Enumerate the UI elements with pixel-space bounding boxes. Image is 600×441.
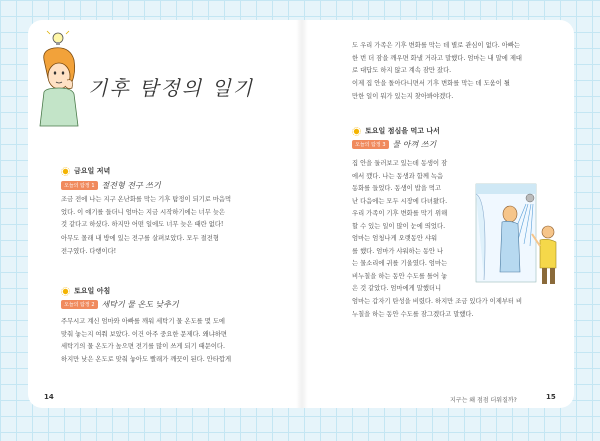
page-number-right: 15	[546, 393, 556, 401]
entry-3-task-text: 물 아껴 쓰기	[392, 140, 437, 149]
text-line: 맞춰 놓는지 여쭤 보았다. 이건 아주 중요한 문제다. 왜냐하면	[61, 330, 228, 338]
text-line: 난 다음에는 모두 시장에 다녀왔다.	[352, 197, 448, 205]
shower-illustration	[474, 180, 560, 290]
entry-1-task	[61, 180, 161, 191]
text-line: 로 대답도 하지 않고 계속 잠만 잤다.	[352, 67, 452, 74]
text-line: 를 했다. 엄마가 샤워하는 동안 나	[352, 247, 444, 255]
right-paragraph-2	[352, 78, 562, 103]
entry-2-task-text: 세탁기 물 온도 낮추기	[101, 300, 179, 309]
text-line: 만한 일이 뭐가 있는지 찾아봐야겠다.	[352, 92, 454, 100]
text-line: 한 번 더 잠을 깨우면 화낼 거라고 말했다. 엄마는 내 말에 제대	[352, 54, 523, 62]
entry-2-time: 토요일 아침	[74, 287, 111, 295]
text-line: 전구였다. 다행이다!	[61, 247, 117, 255]
text-line: 동화를 들었다. 동생이 밥을 먹고	[352, 185, 442, 192]
entry-1-task-text: 절전형 전구 쓰기	[101, 181, 161, 190]
text-line: 누칠을 하는 동안 수도를 잠그겠다고 말했다.	[352, 310, 474, 318]
sun-icon	[352, 127, 361, 136]
page-number-left: 14	[44, 393, 54, 401]
text-line: 에서 깼다. 나는 동생과 함께 녹음	[352, 172, 444, 180]
text-line: 비누칠을 하는 동안 수도를 틀어 놓	[352, 272, 448, 280]
entry-1-time: 금요일 저녁	[74, 167, 111, 175]
text-line: 조금 전에 나는 지구 온난화를 막는 기후 탐정이 되기로 마음먹	[61, 196, 232, 203]
text-line: 우리 가족이 기후 변화를 막기 위해	[352, 210, 448, 217]
entry-3-tag: 오늘의 탐정 3	[352, 140, 389, 149]
sun-icon	[61, 167, 70, 176]
text-line: 었다. 이 얘기를 들더니 엄마는 지금 시작하기에는 너무 늦은	[61, 208, 226, 216]
entry-3-task	[352, 139, 436, 150]
entry-3-header	[352, 126, 440, 136]
entry-2-header	[61, 286, 110, 296]
shower-head-icon	[526, 194, 534, 202]
running-footer: 지구는 왜 점점 더워질까?	[450, 397, 517, 404]
entry-2-paragraph-1	[61, 316, 281, 366]
text-line: 집 안을 둘러보고 있는데 동생이 잠	[352, 160, 448, 167]
text-line: 은 것 같았다. 엄마에게 말했더니	[352, 285, 442, 292]
entry-2-tag: 오늘의 탐정 2	[61, 300, 98, 309]
right-paragraph-1	[352, 40, 562, 78]
sun-icon	[61, 287, 70, 296]
text-line: 도 우리 가족은 기후 변화를 막는 데 별로 관심이 없다. 아빠는	[352, 42, 521, 49]
book-gutter	[296, 20, 308, 408]
text-line: 세탁기의 물 온도가 높으면 전기를 많이 쓰게 되기 때문이다.	[61, 343, 226, 350]
text-line: 것 같다고 하셨다. 하지만 어떤 일에도 너무 늦은 때란 없다!	[61, 221, 224, 228]
page-title: 기후 탐정의 일기	[88, 76, 254, 100]
text-line: 주무시고 계신 엄마와 아빠를 깨워 세탁기 물 온도를 몇 도에	[61, 318, 226, 325]
entry-1-header	[61, 166, 110, 176]
entry-1-tag: 오늘의 탐정 1	[61, 181, 98, 190]
text-line: 이제 집 안을 돌아다니면서 기후 변화를 막는 데 도움이 될	[352, 80, 510, 87]
text-line: 할 수 있는 일이 많이 눈에 띄었다.	[352, 222, 446, 230]
lightbulb-icon	[53, 33, 63, 43]
entry-1-paragraph-2	[61, 233, 281, 258]
detective-girl-illustration	[32, 30, 92, 130]
entry-2-task	[61, 299, 179, 310]
entry-3-narrow-text	[352, 158, 472, 296]
text-line: 엄마는 갑자기 탄성을 비렸다. 하지만 조금 있다가 이제부터 비	[352, 298, 523, 305]
text-line: 엄마는 엄청나게 오랫동안 샤워	[352, 235, 438, 242]
text-line: 하지만 낮은 온도로 맞춰 놓아도 빨래가 깨끗이 된다. 안타깝게	[61, 355, 232, 363]
text-line: 아무도 몰래 내 방에 있는 전구를 살펴보았다. 모두 절전형	[61, 235, 219, 242]
text-line: 는 물소리에 귀를 기울였다. 엄마는	[352, 260, 448, 267]
entry-3-time: 토요일 점심을 먹고 나서	[365, 127, 440, 135]
entry-1-paragraph-1	[61, 194, 281, 232]
entry-3-wide-text	[352, 296, 564, 321]
